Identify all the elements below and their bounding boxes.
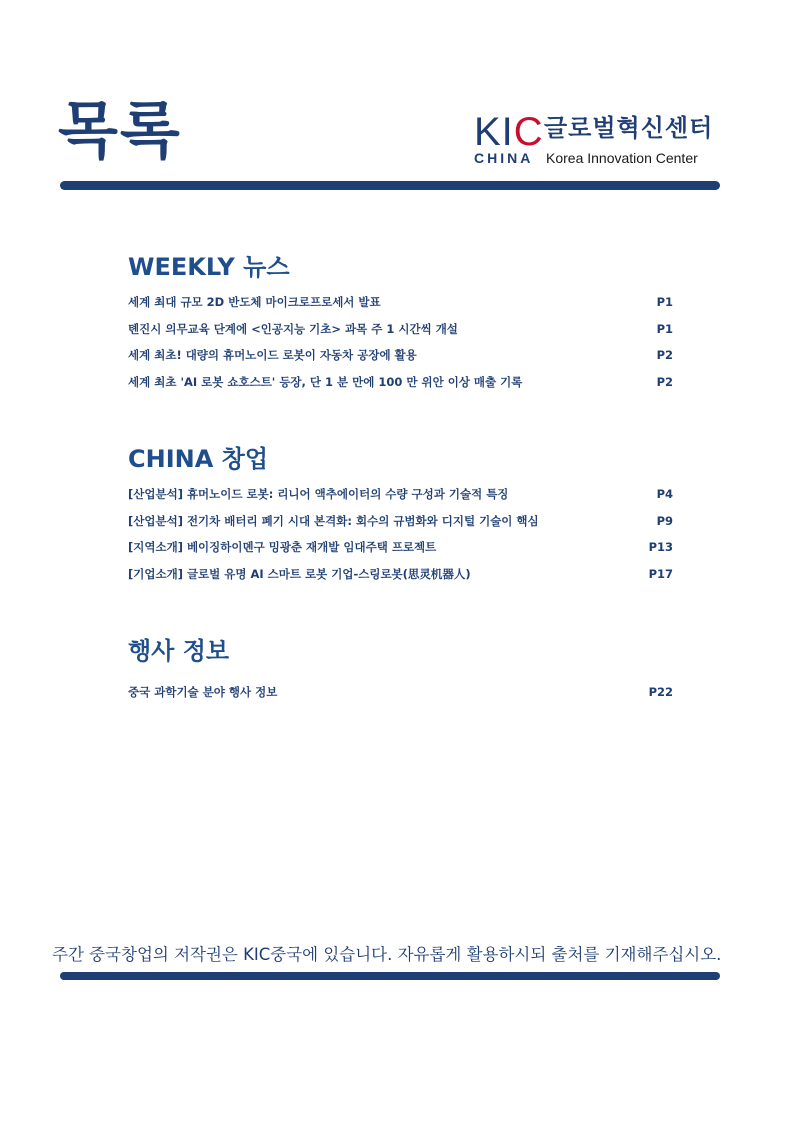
toc-entry[interactable] [128, 374, 673, 401]
toc-entry[interactable] [128, 539, 673, 566]
section-heading: CHINA 창업 [128, 445, 269, 473]
toc-entry-title: [기업소개] 글로벌 유명 AI 스마트 로봇 기업-스링로봇(思灵机器人) [128, 566, 471, 581]
toc-entry-page: P1 [656, 321, 673, 336]
toc-entry[interactable] [128, 566, 673, 593]
toc-entry-title: 세계 최초! 대량의 휴머노이드 로봇이 자동차 공장에 활용 [128, 348, 417, 363]
toc-entry[interactable] [128, 486, 673, 513]
toc-entry-title: 세계 최대 규모 2D 반도체 마이크로프로세서 발표 [128, 295, 381, 310]
kic-logo [474, 110, 724, 168]
toc-entry-title: [산업분석] 전기차 배터리 폐기 시대 본격화: 회수의 규범화와 디지털 기술이 핵심 [128, 513, 539, 528]
toc-entry-page: P13 [648, 540, 673, 555]
toc-entry-page: P22 [648, 685, 673, 700]
toc-entry[interactable] [128, 321, 673, 348]
toc-entry-title: 중국 과학기술 분야 행사 정보 [128, 685, 278, 700]
section-china-startup [128, 446, 673, 592]
header-divider [60, 181, 720, 190]
section-heading: 행사 정보 [128, 637, 230, 665]
toc-entry-title: 톈진시 의무교육 단계에 <인공지능 기초> 과목 주 1 시간씩 개설 [128, 321, 458, 336]
logo-english-name: Korea Innovation Center [546, 150, 698, 166]
toc-entry-page: P1 [656, 295, 673, 310]
copyright-notice: 주간 중국창업의 저작권은 KIC중국에 있습니다. 자유롭게 활용하시되 출처를 기재해주십시오. [52, 945, 722, 964]
footer-divider [60, 972, 720, 980]
toc-entry[interactable] [128, 347, 673, 374]
toc-entry-page: P4 [656, 487, 673, 502]
section-heading: WEEKLY 뉴스 [128, 253, 290, 281]
logo-org-name: 글로벌혁신센터 [544, 114, 714, 142]
toc-entry-page: P17 [648, 566, 673, 581]
toc-entry[interactable] [128, 513, 673, 540]
section-weekly-news [128, 254, 673, 400]
section-event-info [128, 638, 673, 711]
page-title: 목록 [58, 94, 182, 167]
toc-entry[interactable] [128, 294, 673, 321]
toc-entry[interactable] [128, 684, 673, 711]
toc-entry-page: P9 [656, 513, 673, 528]
toc-entry-page: P2 [656, 374, 673, 389]
logo-china-text: CHINA [474, 150, 534, 166]
toc-entry-title: [산업분석] 휴머노이드 로봇: 리니어 액추에이터의 수량 구성과 기술적 특징 [128, 487, 509, 502]
toc-entry-title: [지역소개] 베이징하이뎬구 밍광춘 재개발 임대주택 프로젝트 [128, 540, 437, 555]
logo-kic-mark: KIC [474, 110, 544, 154]
toc-entry-page: P2 [656, 348, 673, 363]
toc-entry-title: 세계 최초 'AI 로봇 쇼호스트' 등장, 단 1 분 만에 100 만 위안 이상 매출 기록 [128, 374, 523, 389]
